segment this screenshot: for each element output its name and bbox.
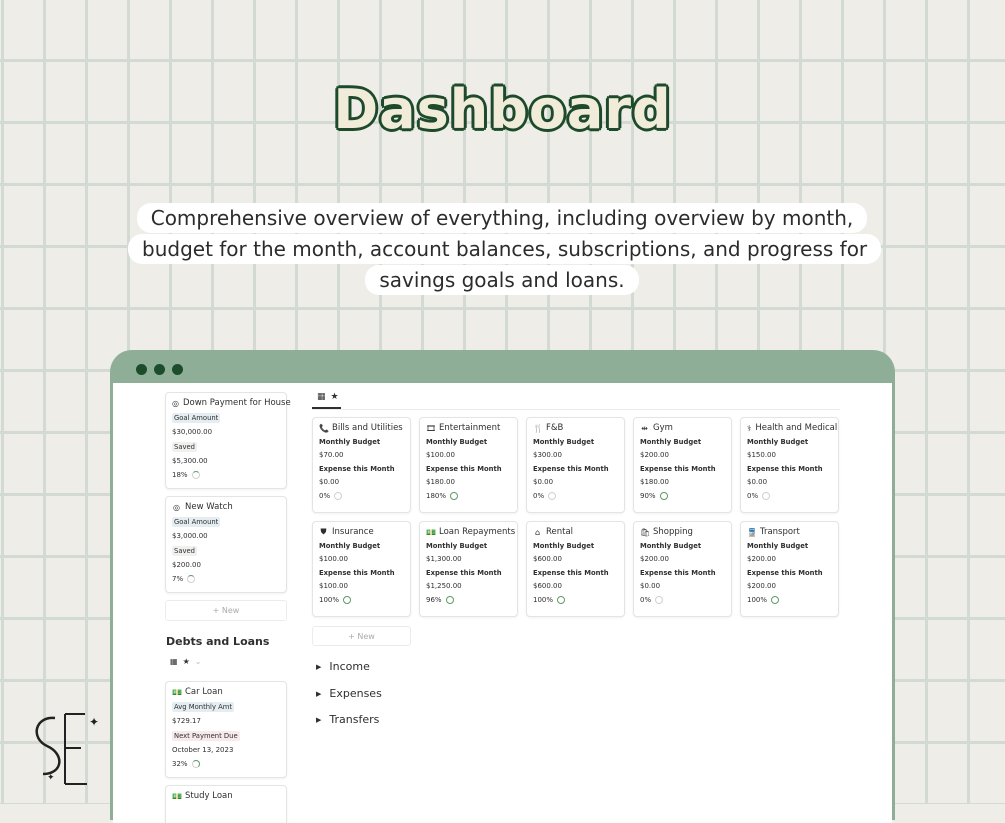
card-title: Car Loan xyxy=(185,687,223,697)
budget-card[interactable] xyxy=(312,417,411,513)
expense-value: $1,250.00 xyxy=(426,582,462,590)
progress-text: 0% xyxy=(747,492,759,500)
monthly-budget-label: Monthly Budget xyxy=(426,542,488,550)
budget-card[interactable] xyxy=(740,521,839,617)
debts-view-tabs[interactable] xyxy=(170,657,201,666)
expense-value: $0.00 xyxy=(747,478,768,486)
budget-card[interactable] xyxy=(633,521,732,617)
monthly-budget-value: $600.00 xyxy=(533,555,562,563)
progress-ring xyxy=(762,492,770,500)
saved-value: $5,300.00 xyxy=(172,457,208,465)
progress-ring xyxy=(655,596,663,604)
progress-ring xyxy=(548,492,556,500)
progress-ring xyxy=(192,471,200,479)
target-icon: ◎ xyxy=(173,502,180,512)
progress-ring xyxy=(660,492,668,500)
card-title: Loan Repayments xyxy=(439,527,516,537)
film-icon: 🎞 xyxy=(426,423,437,433)
monthly-budget-value: $200.00 xyxy=(640,555,669,563)
progress-text: 100% xyxy=(533,596,554,604)
dumbbell-icon: ⇹ xyxy=(641,423,648,433)
window-dot-2 xyxy=(154,364,165,375)
toggle-label: Expenses xyxy=(329,687,382,700)
new-savings-button[interactable]: + New xyxy=(165,600,287,621)
logo-e xyxy=(65,714,87,784)
star-icon[interactable]: ★ xyxy=(182,657,190,666)
progress-text: 180% xyxy=(426,492,447,500)
train-icon: 🚆 xyxy=(747,527,757,537)
budget-card[interactable] xyxy=(419,521,518,617)
monthly-budget-value: $100.00 xyxy=(426,451,455,459)
expense-label: Expense this Month xyxy=(319,465,395,473)
progress-ring xyxy=(771,596,779,604)
expense-value: $180.00 xyxy=(426,478,455,486)
monthly-budget-label: Monthly Budget xyxy=(533,542,595,550)
monthly-budget-label: Monthly Budget xyxy=(426,438,488,446)
progress-ring xyxy=(557,596,565,604)
monthly-budget-value: $1,300.00 xyxy=(426,555,462,563)
toggle-expenses[interactable] xyxy=(316,687,382,700)
card-title: Rental xyxy=(546,527,574,537)
monthly-budget-value: $150.00 xyxy=(747,451,776,459)
card-title: New Watch xyxy=(185,502,233,512)
house-icon: ⌂ xyxy=(534,527,541,537)
utensils-icon: 🍴 xyxy=(533,423,543,433)
progress-text: 0% xyxy=(533,492,545,500)
due-label: Next Payment Due xyxy=(174,732,238,740)
sparkle-icon: ✦ xyxy=(47,773,55,783)
expense-value: $100.00 xyxy=(319,582,348,590)
goal-value: $30,000.00 xyxy=(172,428,213,436)
progress-text: 90% xyxy=(640,492,656,500)
monthly-budget-label: Monthly Budget xyxy=(533,438,595,446)
progress-text: 100% xyxy=(319,596,340,604)
debts-heading: Debts and Loans xyxy=(166,635,270,648)
toggle-label: Income xyxy=(329,660,370,673)
expense-label: Expense this Month xyxy=(747,465,823,473)
saved-label: Saved xyxy=(174,547,195,555)
expense-label: Expense this Month xyxy=(426,465,502,473)
card-title: Health and Medical xyxy=(755,423,838,433)
monthly-budget-value: $70.00 xyxy=(319,451,344,459)
budget-card[interactable] xyxy=(740,417,839,513)
card-title: Transport xyxy=(760,527,800,537)
monthly-budget-value: $100.00 xyxy=(319,555,348,563)
window-dot-1 xyxy=(136,364,147,375)
budget-card[interactable] xyxy=(526,417,625,513)
card-title: Gym xyxy=(653,423,673,433)
page-title: Dashboard xyxy=(333,78,672,141)
goal-label: Goal Amount xyxy=(174,518,219,526)
monthly-budget-label: Monthly Budget xyxy=(640,542,702,550)
sparkle-icon: ✦ xyxy=(89,715,100,729)
amt-value: $729.17 xyxy=(172,717,201,725)
progress-ring xyxy=(343,596,351,604)
progress-ring xyxy=(187,575,195,583)
money-icon: 💵 xyxy=(172,687,182,697)
card-title: Study Loan xyxy=(185,791,233,801)
amt-label: Avg Monthly Amt xyxy=(174,703,233,711)
progress-ring xyxy=(192,760,200,768)
expense-label: Expense this Month xyxy=(640,569,716,577)
star-icon[interactable]: ★ xyxy=(330,392,339,402)
bag-icon: 🛍 xyxy=(640,527,651,537)
triangle-right-icon: ▶ xyxy=(316,662,322,671)
due-value: October 13, 2023 xyxy=(172,746,234,754)
toggle-label: Transfers xyxy=(329,713,380,726)
progress-text: 18% xyxy=(172,471,188,479)
budget-card[interactable] xyxy=(419,417,518,513)
debt-card[interactable] xyxy=(165,681,287,778)
expense-value: $0.00 xyxy=(533,478,554,486)
toggle-transfers[interactable] xyxy=(316,713,379,726)
target-icon: ◎ xyxy=(172,398,179,408)
expense-value: $180.00 xyxy=(640,478,669,486)
monthly-budget-value: $300.00 xyxy=(533,451,562,459)
expense-label: Expense this Month xyxy=(319,569,395,577)
progress-text: 7% xyxy=(172,575,184,583)
notion-page xyxy=(113,383,892,823)
debt-card[interactable] xyxy=(165,785,287,823)
card-title: Entertainment xyxy=(439,423,501,433)
progress-text: 0% xyxy=(640,596,652,604)
monthly-budget-label: Monthly Budget xyxy=(640,438,702,446)
goal-label: Goal Amount xyxy=(174,414,219,422)
monthly-budget-label: Monthly Budget xyxy=(319,542,381,550)
progress-text: 32% xyxy=(172,760,188,768)
window-dot-3 xyxy=(172,364,183,375)
shield-icon: ⛊ xyxy=(320,527,327,536)
new-budget-button[interactable]: + New xyxy=(312,626,411,646)
goal-value: $3,000.00 xyxy=(172,532,208,540)
progress-text: 0% xyxy=(319,492,331,500)
description-text: Comprehensive overview of everything, including overview by month, budget for the month, account balances, subscriptions, and progress for savings goals and loans. xyxy=(128,203,881,295)
money-icon: 💵 xyxy=(426,527,436,537)
budget-card[interactable] xyxy=(312,521,411,617)
monthly-budget-label: Monthly Budget xyxy=(747,438,809,446)
brand-logo xyxy=(25,708,105,788)
triangle-right-icon: ▶ xyxy=(316,715,322,724)
progress-text: 100% xyxy=(747,596,768,604)
saved-value: $200.00 xyxy=(172,561,201,569)
stethoscope-icon: ⚕ xyxy=(747,423,752,433)
tabs-divider xyxy=(312,409,840,410)
browser-window xyxy=(110,350,895,820)
logo-s xyxy=(37,718,60,774)
budget-card[interactable] xyxy=(633,417,732,513)
expense-label: Expense this Month xyxy=(533,465,609,473)
triangle-right-icon: ▶ xyxy=(316,689,322,698)
monthly-budget-value: $200.00 xyxy=(640,451,669,459)
expense-label: Expense this Month xyxy=(747,569,823,577)
card-title: Bills and Utilities xyxy=(332,423,403,433)
gallery-view-icon[interactable]: ▦ xyxy=(170,657,178,666)
expense-label: Expense this Month xyxy=(640,465,716,473)
card-title: Down Payment for House xyxy=(182,398,291,408)
progress-ring xyxy=(446,596,454,604)
expense-value: $200.00 xyxy=(747,582,776,590)
progress-ring xyxy=(450,492,458,500)
expense-value: $0.00 xyxy=(319,478,340,486)
expense-value: $0.00 xyxy=(640,582,661,590)
budget-view-tabs[interactable] xyxy=(317,392,339,402)
toggle-income[interactable] xyxy=(316,660,370,673)
expense-value: $600.00 xyxy=(533,582,562,590)
progress-ring xyxy=(334,492,342,500)
page-description xyxy=(128,203,876,296)
money-icon: 💵 xyxy=(172,791,182,801)
budget-card[interactable] xyxy=(526,521,625,617)
savings-card[interactable] xyxy=(165,392,291,489)
card-title: Shopping xyxy=(653,527,693,537)
phone-icon: 📞 xyxy=(319,423,329,433)
savings-card[interactable] xyxy=(165,496,287,593)
monthly-budget-label: Monthly Budget xyxy=(747,542,809,550)
expense-label: Expense this Month xyxy=(533,569,609,577)
card-title: F&B xyxy=(546,423,564,433)
gallery-view-icon[interactable]: ▦ xyxy=(317,392,326,402)
card-title: Insurance xyxy=(332,527,374,537)
monthly-budget-label: Monthly Budget xyxy=(319,438,381,446)
saved-label: Saved xyxy=(174,443,195,451)
progress-text: 96% xyxy=(426,596,442,604)
monthly-budget-value: $200.00 xyxy=(747,555,776,563)
expense-label: Expense this Month xyxy=(426,569,502,577)
chevron-down-icon[interactable]: ⌄ xyxy=(194,657,202,666)
